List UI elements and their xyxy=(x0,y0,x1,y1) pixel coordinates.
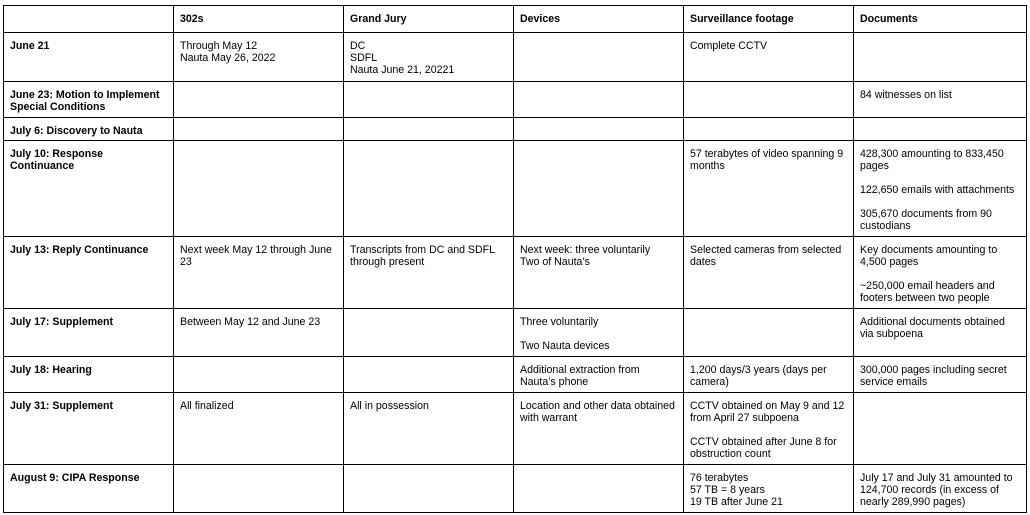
table-row xyxy=(4,118,1027,141)
documents-cell xyxy=(854,33,1027,82)
grand-jury-cell xyxy=(344,237,514,309)
documents-cell xyxy=(854,118,1027,141)
table-row xyxy=(4,82,1027,118)
302s-cell xyxy=(174,118,344,141)
discovery-timeline-table xyxy=(3,5,1027,513)
302s-cell xyxy=(174,393,344,465)
grand-jury-cell xyxy=(344,309,514,357)
302s-cell xyxy=(174,82,344,118)
302s-cell xyxy=(174,357,344,393)
devices-cell xyxy=(514,82,684,118)
surveillance-footage-cell xyxy=(684,237,854,309)
cell-text: 122,650 emails with attachments xyxy=(860,184,1015,196)
cell-text: ~250,000 email headers and footers between two people xyxy=(860,280,995,304)
table-row xyxy=(4,141,1027,237)
cell-text: Key documents amounting to 4,500 pages xyxy=(860,244,998,268)
cell-text: All finalized xyxy=(180,400,234,412)
cell-text: Next week: three voluntarily xyxy=(520,244,651,256)
cell-text: Additional documents obtained via subpoena xyxy=(860,316,1005,340)
surveillance-footage-cell xyxy=(684,141,854,237)
devices-cell xyxy=(514,33,684,82)
302s-cell xyxy=(174,237,344,309)
documents-cell xyxy=(854,309,1027,357)
grand-jury-cell xyxy=(344,82,514,118)
table-row xyxy=(4,33,1027,82)
cell-text: Next week May 12 through June 23 xyxy=(180,244,332,268)
cell-text: 305,670 documents from 90 custodians xyxy=(860,208,992,232)
surveillance-footage-cell xyxy=(684,33,854,82)
cell-text: 57 terabytes of video spanning 9 months xyxy=(690,148,844,172)
header-cell-documents: Documents xyxy=(854,6,1027,33)
row-label: July 31: Supplement xyxy=(4,393,174,465)
documents-cell xyxy=(854,465,1027,513)
row-label: July 18: Hearing xyxy=(4,357,174,393)
cell-text: Through May 12 xyxy=(180,40,258,52)
devices-cell xyxy=(514,309,684,357)
grand-jury-cell xyxy=(344,393,514,465)
table-row xyxy=(4,357,1027,393)
devices-cell xyxy=(514,393,684,465)
table-row xyxy=(4,465,1027,513)
cell-text: All in possession xyxy=(350,400,429,412)
cell-text: 19 TB after June 21 xyxy=(690,496,783,508)
documents-cell xyxy=(854,393,1027,465)
surveillance-footage-cell xyxy=(684,393,854,465)
surveillance-footage-cell xyxy=(684,357,854,393)
documents-cell xyxy=(854,141,1027,237)
cell-text: Nauta May 26, 2022 xyxy=(180,52,276,64)
header-row xyxy=(4,6,1027,33)
row-label: July 13: Reply Continuance xyxy=(4,237,174,309)
cell-text: Additional extraction from Nauta’s phone xyxy=(520,364,640,388)
cell-text: 84 witnesses on list xyxy=(860,89,952,101)
cell-text: Complete CCTV xyxy=(690,40,768,52)
cell-text: 76 terabytes xyxy=(690,472,749,484)
row-label: June 23: Motion to Implement Special Conditions xyxy=(4,82,174,118)
grand-jury-cell xyxy=(344,141,514,237)
cell-text: Between May 12 and June 23 xyxy=(180,316,321,328)
cell-text: 57 TB = 8 years xyxy=(690,484,765,496)
devices-cell xyxy=(514,357,684,393)
cell-text: Three voluntarily xyxy=(520,316,599,328)
cell-text: Two of Nauta’s xyxy=(520,256,590,268)
cell-text: July 17 and July 31 amounted to 124,700 records (in excess of nearly 289,990 pages) xyxy=(860,472,1013,508)
surveillance-footage-cell xyxy=(684,465,854,513)
devices-cell xyxy=(514,141,684,237)
cell-text: Selected cameras from selected dates xyxy=(690,244,842,268)
row-label: August 9: CIPA Response xyxy=(4,465,174,513)
302s-cell xyxy=(174,33,344,82)
grand-jury-cell xyxy=(344,33,514,82)
cell-text: Nauta June 21, 20221 xyxy=(350,64,455,76)
header-cell-302s: 302s xyxy=(174,6,344,33)
header-cell-devices: Devices xyxy=(514,6,684,33)
cell-text: DC xyxy=(350,40,366,52)
302s-cell xyxy=(174,141,344,237)
cell-text: SDFL xyxy=(350,52,378,64)
surveillance-footage-cell xyxy=(684,82,854,118)
grand-jury-cell xyxy=(344,465,514,513)
documents-cell xyxy=(854,82,1027,118)
row-label: June 21 xyxy=(4,33,174,82)
documents-cell xyxy=(854,237,1027,309)
cell-text: 428,300 amounting to 833,450 pages xyxy=(860,148,1004,172)
302s-cell xyxy=(174,309,344,357)
surveillance-footage-cell xyxy=(684,118,854,141)
grand-jury-cell xyxy=(344,357,514,393)
cell-text: 1,200 days/3 years (days per camera) xyxy=(690,364,827,388)
cell-text: CCTV obtained on May 9 and 12 from April 27 subpoena xyxy=(690,400,845,424)
documents-cell xyxy=(854,357,1027,393)
header-cell-date xyxy=(4,6,174,33)
cell-text: Location and other data obtained with warrant xyxy=(520,400,675,424)
grand-jury-cell xyxy=(344,118,514,141)
devices-cell xyxy=(514,118,684,141)
cell-text: CCTV obtained after June 8 for obstruction count xyxy=(690,436,837,460)
302s-cell xyxy=(174,465,344,513)
row-label: July 6: Discovery to Nauta xyxy=(4,118,174,141)
table-row xyxy=(4,393,1027,465)
table-row xyxy=(4,237,1027,309)
row-label: July 17: Supplement xyxy=(4,309,174,357)
devices-cell xyxy=(514,237,684,309)
cell-text: Transcripts from DC and SDFL through present xyxy=(350,244,495,268)
row-label: July 10: Response Continuance xyxy=(4,141,174,237)
table-row xyxy=(4,309,1027,357)
header-cell-grand-jury: Grand Jury xyxy=(344,6,514,33)
header-cell-surveillance-footage: Surveillance footage xyxy=(684,6,854,33)
cell-text: Two Nauta devices xyxy=(520,340,610,352)
surveillance-footage-cell xyxy=(684,309,854,357)
devices-cell xyxy=(514,465,684,513)
cell-text: 300,000 pages including secret service emails xyxy=(860,364,1007,388)
